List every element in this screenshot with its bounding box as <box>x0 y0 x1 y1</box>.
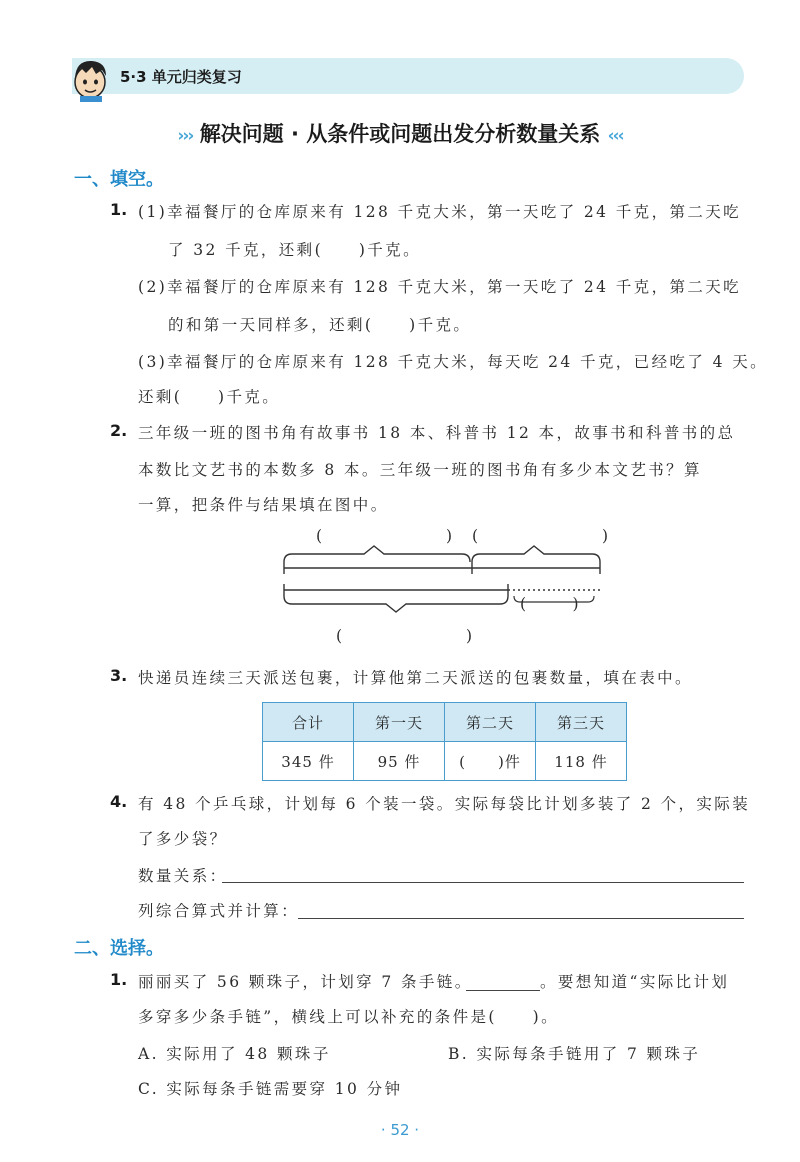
header-label: 5·3 单元归类复习 <box>120 68 242 86</box>
diagram-paren-bottom: ( ) <box>336 627 473 645</box>
section-fill-blank: 一、填空。 <box>74 169 164 190</box>
c1-line1-a: 丽丽买了 56 颗珠子，计划穿 7 条手链。 <box>138 973 473 991</box>
title-text: 解决问题 · 从条件或问题出发分析数量关系 <box>199 122 601 146</box>
page-number: · 52 · <box>380 1121 420 1139</box>
c1-line2: 多穿多少条手链”，横线上可以补充的条件是( )。 <box>138 1008 560 1026</box>
q4-formula-label: 列综合算式并计算： <box>138 902 300 920</box>
q2-number: 2. <box>110 421 128 440</box>
table-header-day2: 第二天 <box>445 703 536 742</box>
c1-option-a[interactable]: A. 实际用了 48 颗珠子 <box>138 1045 331 1063</box>
c1-number: 1. <box>110 970 128 989</box>
section-multiple-choice: 二、选择。 <box>74 938 164 959</box>
table-cell-day3: 118 件 <box>536 742 627 781</box>
q1-p2-line2: 的和第一天同样多，还剩( )千克。 <box>168 316 472 334</box>
c1-blank-line[interactable] <box>466 990 540 991</box>
title-right-arrows: ‹‹‹ <box>607 126 623 146</box>
q4-line1: 有 48 个乒乓球，计划每 6 个装一袋。实际每袋比计划多装了 2 个，实际装 <box>138 795 751 813</box>
c1-line1-b: 。要想知道“实际比计划 <box>540 973 730 991</box>
diagram-paren-top-left: ( ) <box>316 527 453 545</box>
table-header-day3: 第三天 <box>536 703 627 742</box>
q1-p1-line2: 了 32 千克，还剩( )千克。 <box>168 241 421 259</box>
q2-line2: 本数比文艺书的本数多 8 本。三年级一班的图书角有多少本文艺书？算 <box>138 461 702 479</box>
q1-p2-line1: (2)幸福餐厅的仓库原来有 128 千克大米，第一天吃了 24 千克，第二天吃 <box>138 278 742 296</box>
q4-formula-answer-line[interactable] <box>298 918 744 919</box>
page-title <box>0 118 800 148</box>
q2-line3: 一算，把条件与结果填在图中。 <box>138 496 389 514</box>
q1-number: 1. <box>110 200 128 219</box>
q1-p1-line1: (1)幸福餐厅的仓库原来有 128 千克大米，第一天吃了 24 千克，第二天吃 <box>138 203 742 221</box>
table-header-day1: 第一天 <box>354 703 445 742</box>
c1-option-b[interactable]: B. 实际每条手链用了 7 颗珠子 <box>448 1045 701 1063</box>
q1-p3-line2: 还剩( )千克。 <box>138 388 281 406</box>
q3-text: 快递员连续三天派送包裹，计算他第二天派送的包裹数量，填在表中。 <box>138 669 693 687</box>
q2-line1: 三年级一班的图书角有故事书 18 本、科普书 12 本，故事书和科普书的总 <box>138 424 736 442</box>
line-segment-diagram <box>276 540 606 630</box>
title-left-arrows: ››› <box>177 126 193 146</box>
q4-relation-label: 数量关系： <box>138 867 228 885</box>
c1-option-c[interactable]: C. 实际每条手链需要穿 10 分钟 <box>138 1080 403 1098</box>
q4-number: 4. <box>110 792 128 811</box>
delivery-table <box>262 702 627 781</box>
table-cell-day1: 95 件 <box>354 742 445 781</box>
q4-relation-answer-line[interactable] <box>222 882 744 883</box>
mascot-icon <box>66 52 116 102</box>
diagram-paren-top-right: ( ) <box>472 527 609 545</box>
q1-p3-line1: (3)幸福餐厅的仓库原来有 128 千克大米，每天吃 24 千克，已经吃了 4 天。 <box>138 353 768 371</box>
table-cell-total: 345 件 <box>263 742 354 781</box>
table-cell-day2[interactable]: ( )件 <box>445 742 536 781</box>
q4-line2: 了多少袋？ <box>138 830 228 848</box>
q3-number: 3. <box>110 666 128 685</box>
diagram-paren-right: ( ) <box>520 595 579 613</box>
table-header-total: 合计 <box>263 703 354 742</box>
